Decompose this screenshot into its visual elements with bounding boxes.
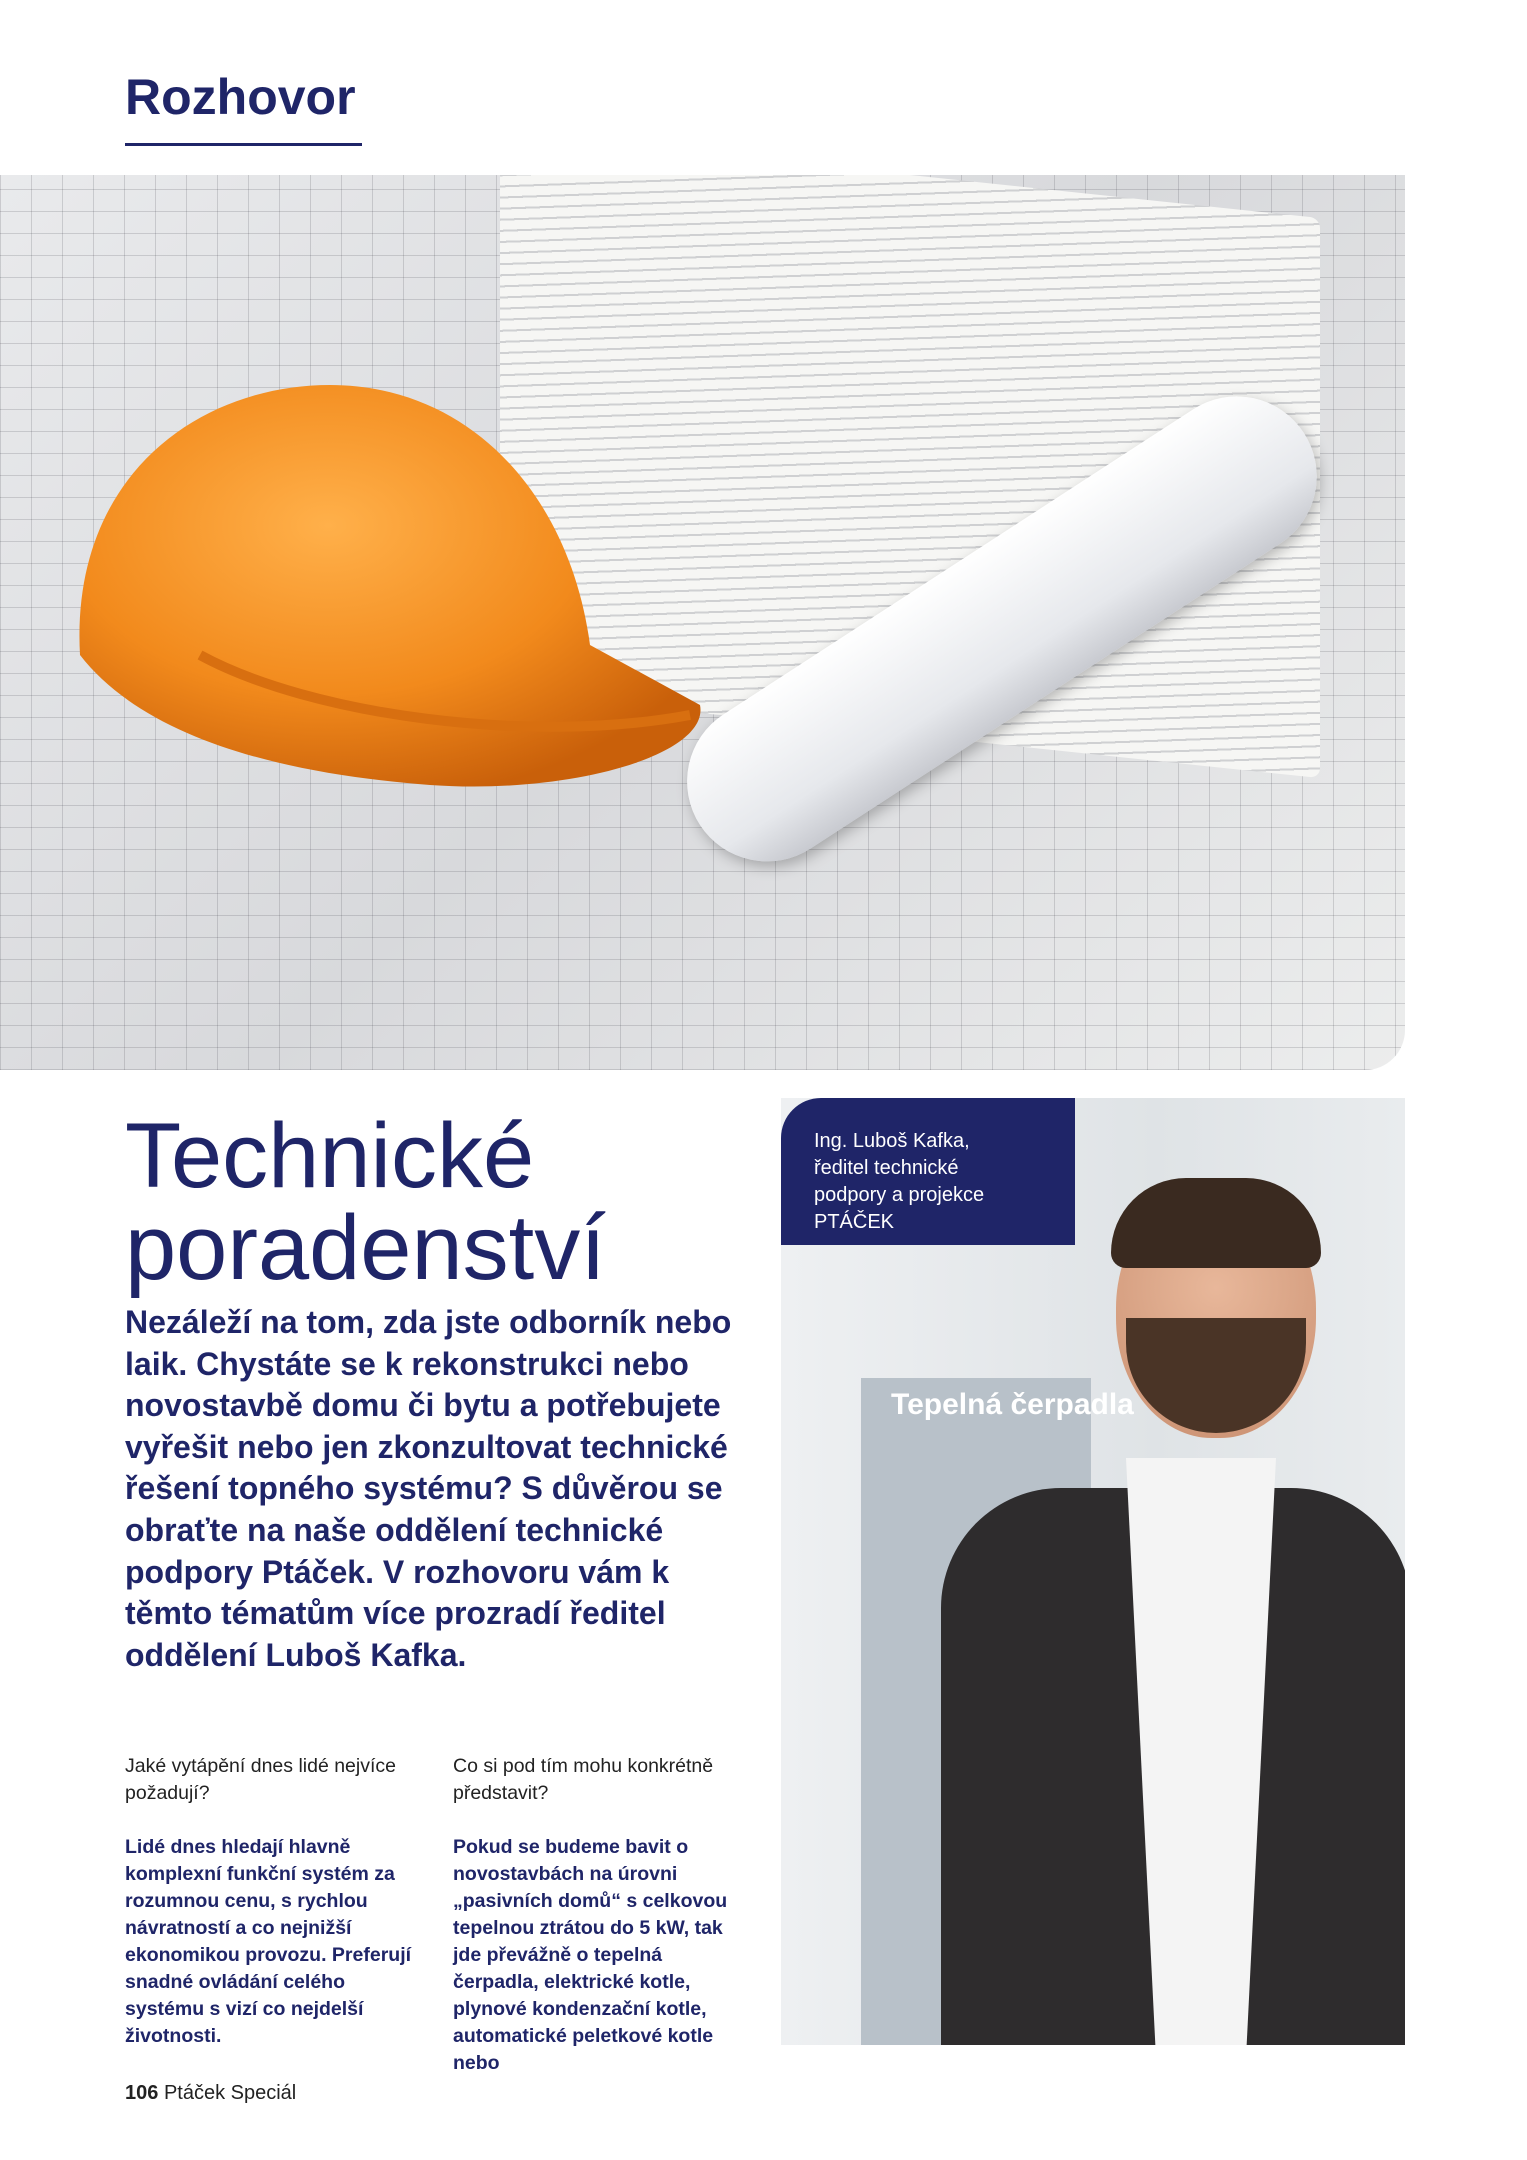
hero-image-helmet-blueprints <box>0 175 1405 1070</box>
caption-line: podpory a projekce <box>814 1184 985 1206</box>
text-column-2 <box>453 1753 743 2077</box>
interview-answer: Lidé dnes hledají hlavně komplexní funkční systém za rozumnou cenu, s rychlou návratností a co nejnižší ekonomikou provozu. Preferují snadné ovládání celého systému s vizí co nejdelší životnosti. <box>125 1836 412 2047</box>
publication-name: Ptáček Speciál <box>163 2082 297 2104</box>
interview-question: Co si pod tím mohu konkrétně představit? <box>453 1755 714 1804</box>
page-footer <box>125 2082 296 2105</box>
section-underline <box>125 143 362 146</box>
caption-line: Ing. Luboš Kafka, <box>814 1130 970 1152</box>
title-line-2: poradenství <box>125 1197 606 1299</box>
caption-line: PTÁČEK <box>814 1211 895 1233</box>
text-column-1 <box>125 1753 415 2050</box>
background-banner-text: Tepelná čerpadla <box>891 1388 1134 1421</box>
person-hair <box>1111 1178 1321 1268</box>
interview-answer: Pokud se budeme bavit o novostavbách na úrovni „pasivních domů“ s celkovou tepelnou ztrátou do 5 kW, tak jde převážně o tepelná čerpadla, elektrické kotle, plynové kondenzační kotle, automatické peletkové kotle nebo <box>453 1836 728 2074</box>
section-label: Rozhovor <box>125 69 356 125</box>
interview-question: Jaké vytápění dnes lidé nejvíce požadují? <box>125 1755 397 1804</box>
person-beard <box>1126 1318 1306 1433</box>
caption-line: ředitel technické <box>814 1157 959 1179</box>
hard-hat-image <box>50 325 710 845</box>
lead-paragraph: Nezáleží na tom, zda jste odborník nebo laik. Chystáte se k rekonstrukci nebo novostavbě domu či bytu a potřebujete vyřešit nebo jen zkonzultovat technické řešení topného systému? S důvěrou se obraťte na naše oddělení technické podpory Ptáček. V rozhovoru vám k těmto tématům více prozradí ředitel oddělení Luboš Kafka. <box>125 1304 732 1673</box>
article-title <box>125 1105 606 1299</box>
portrait-caption <box>781 1098 1075 1245</box>
title-line-1: Technické <box>125 1105 535 1207</box>
page-number: 106 <box>125 2082 159 2104</box>
